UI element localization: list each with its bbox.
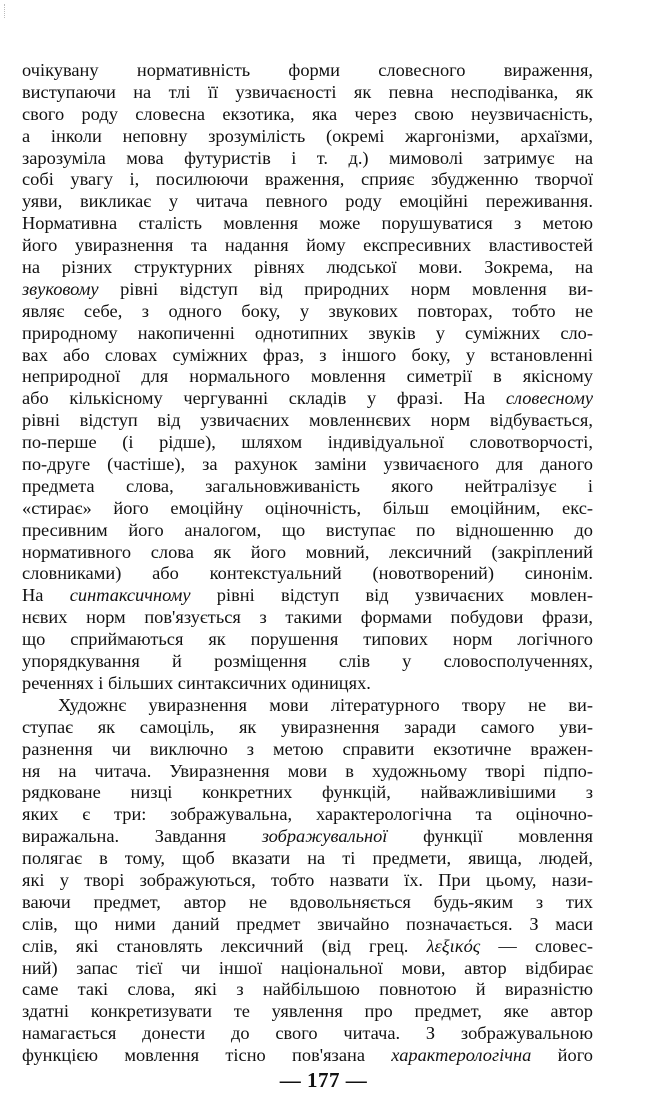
text-line bbox=[22, 717, 593, 739]
text-run: функцією мовлення тісно пов'язана bbox=[22, 1045, 392, 1066]
text-line bbox=[22, 761, 593, 783]
text-run: словниками) або контекстуальний (новотворений) синонім. bbox=[22, 563, 593, 584]
text-run: або кількісному чергуванні складів у фразі. На bbox=[22, 388, 506, 409]
text-run: свого роду словесна екзотика, яка через свою неузвичаєність, bbox=[22, 103, 593, 124]
text-line bbox=[22, 366, 593, 388]
text-line bbox=[22, 1001, 593, 1023]
text-run: саме такі слова, які з найбільшою повнотою й виразністю bbox=[22, 979, 593, 1000]
text-run: ступає як самоціль, як увиразнення заради самого уви- bbox=[22, 716, 593, 737]
text-line bbox=[22, 607, 593, 629]
text-line bbox=[22, 169, 593, 191]
text-run: — словес- bbox=[480, 935, 594, 956]
text-run: уяви, викликає у читача певного роду емоційні переживання. bbox=[22, 191, 593, 212]
text-line bbox=[22, 126, 593, 148]
text-line bbox=[22, 345, 593, 367]
text-run: вах або словах суміжних фраз, з іншого боку, у встановленні bbox=[22, 344, 593, 365]
text-line bbox=[22, 82, 593, 104]
text-line bbox=[22, 585, 593, 607]
text-run: нєвих норм пов'язується з такими формами побудови фрази, bbox=[22, 607, 593, 628]
greek-term: λεξικός bbox=[426, 935, 481, 956]
text-line bbox=[22, 695, 593, 717]
text-line bbox=[22, 476, 593, 498]
text-run: виступаючи на тлі її узвичаєності як певна несподіванка, як bbox=[22, 81, 593, 102]
text-line bbox=[22, 104, 593, 126]
text-run: являє себе, з одного боку, у звукових повторах, тобто не bbox=[22, 300, 593, 321]
text-run: нормативного слова як його мовний, лексичний (закріплений bbox=[22, 541, 593, 562]
paragraph bbox=[22, 695, 593, 1067]
text-line bbox=[22, 563, 593, 585]
italic-term: синтаксичному bbox=[69, 585, 191, 606]
text-run: предмета слова, загальновживаність якого нейтралізує і bbox=[22, 475, 593, 496]
text-line bbox=[22, 432, 593, 454]
text-run: зарозуміла мова футуристів і т. д.) мимоволі затримує на bbox=[22, 147, 593, 168]
text-line bbox=[22, 213, 593, 235]
page-body bbox=[22, 60, 593, 1067]
text-run: Нормативна сталість мовлення може порушуватися з метою bbox=[22, 213, 593, 234]
italic-term: словесному bbox=[505, 388, 593, 409]
text-line bbox=[22, 914, 593, 936]
text-line bbox=[22, 410, 593, 432]
text-run: очікувану нормативність форми словесного вираження, bbox=[22, 60, 593, 80]
text-line bbox=[22, 629, 593, 651]
text-line bbox=[22, 454, 593, 476]
text-run: слів, які становлять лексичний (від грец. bbox=[22, 935, 427, 956]
text-line bbox=[22, 191, 593, 213]
text-line bbox=[22, 148, 593, 170]
text-line bbox=[22, 804, 593, 826]
text-run: по-друге (частіше), за рахунок заміни узвичаєного для даного bbox=[22, 454, 593, 475]
text-line bbox=[22, 301, 593, 323]
text-line bbox=[22, 936, 593, 958]
scan-edge-mark bbox=[4, 4, 15, 18]
text-run: які у творі зображуються, тобто назвати їх. При цьому, нази- bbox=[22, 869, 593, 890]
text-run: полягає в тому, щоб вказати на ті предмети, явища, людей, bbox=[22, 848, 593, 869]
paragraph bbox=[22, 60, 593, 695]
text-line bbox=[22, 870, 593, 892]
text-run: виражальна. Завдання bbox=[22, 826, 262, 847]
text-line bbox=[22, 542, 593, 564]
text-line bbox=[22, 235, 593, 257]
text-run: собі увагу і, посилюючи враження, сприяє збудженню творчої bbox=[22, 169, 593, 190]
text-line bbox=[22, 323, 593, 345]
italic-term: звуковому bbox=[22, 278, 99, 299]
text-line bbox=[22, 279, 593, 301]
text-line bbox=[22, 958, 593, 980]
text-line bbox=[22, 782, 593, 804]
text-run: на різних структурних рівнях людської мови. Зокрема, на bbox=[22, 257, 593, 278]
text-run: намагається донести до свого читача. З зображувальною bbox=[22, 1023, 593, 1044]
text-run: На bbox=[22, 585, 70, 606]
text-run: упорядкування й розміщення слів у словосполученнях, bbox=[22, 651, 593, 672]
text-line bbox=[22, 257, 593, 279]
text-run: рівні відступ від природних норм мовлення ви- bbox=[98, 278, 593, 299]
text-line bbox=[22, 60, 593, 82]
text-run: його увиразнення та надання йому експресивних властивостей bbox=[22, 235, 593, 256]
text-line bbox=[22, 848, 593, 870]
text-line bbox=[22, 651, 593, 673]
text-run: його bbox=[531, 1045, 593, 1066]
text-run: яких є три: зображувальна, характерологічна та оціночно- bbox=[22, 804, 593, 825]
text-run: Художнє увиразнення мови літературного твору не ви- bbox=[58, 694, 593, 715]
text-run: рівні відступ від узвичаєних мовленнєвих норм відбувається, bbox=[22, 410, 593, 431]
text-run: ний) запас тієї чи іншої національної мови, автор відбирає bbox=[22, 957, 593, 978]
page-number: — 177 — bbox=[279, 1068, 368, 1092]
text-line bbox=[22, 739, 593, 761]
text-line bbox=[22, 498, 593, 520]
text-line bbox=[22, 892, 593, 914]
text-run: по-перше (і рідше), шляхом індивідуальної словотворчості, bbox=[22, 432, 593, 453]
text-run: рядковане низці конкретних функцій, найважливішими з bbox=[22, 782, 593, 803]
text-run: ня на читача. Увиразнення мови в художньому творі підпо- bbox=[22, 760, 593, 781]
text-run: що сприймаються як порушення типових норм логічного bbox=[22, 629, 593, 650]
text-run: функції мовлення bbox=[387, 826, 593, 847]
text-run: ваючи предмет, автор не вдовольняється будь-яким з тих bbox=[22, 891, 593, 912]
text-run: пресивним його аналогом, що виступає по відношенню до bbox=[22, 519, 593, 540]
text-run: слів, що ними даний предмет звичайно позначається. З маси bbox=[22, 913, 593, 934]
text-line bbox=[22, 520, 593, 542]
text-line bbox=[22, 979, 593, 1001]
text-line bbox=[22, 1045, 593, 1067]
text-run: реченнях і більших синтаксичних одиницях. bbox=[22, 672, 371, 693]
text-run: рівні відступ від узвичаєних мовлен- bbox=[190, 585, 593, 606]
text-run: здатні конкретизувати те уявлення про предмет, яке автор bbox=[22, 1001, 593, 1022]
text-run: «стирає» його емоційну оціночність, більш емоційним, екс- bbox=[22, 497, 593, 518]
text-line bbox=[22, 826, 593, 848]
text-line bbox=[22, 673, 593, 695]
text-line bbox=[22, 388, 593, 410]
italic-term: зображувальної bbox=[261, 826, 388, 847]
text-run: а інколи неповну зрозумілість (окремі жаргонізми, архаїзми, bbox=[22, 125, 593, 146]
text-line bbox=[22, 1023, 593, 1045]
text-run: природному накопиченні однотипних звуків у суміжних сло- bbox=[22, 322, 593, 343]
text-run: разнення чи виключно з метою справити екзотичне вражен- bbox=[22, 738, 593, 759]
italic-term: характерологічна bbox=[391, 1045, 532, 1066]
text-run: неприродної для нормального мовлення симетрії в якісному bbox=[22, 366, 593, 387]
